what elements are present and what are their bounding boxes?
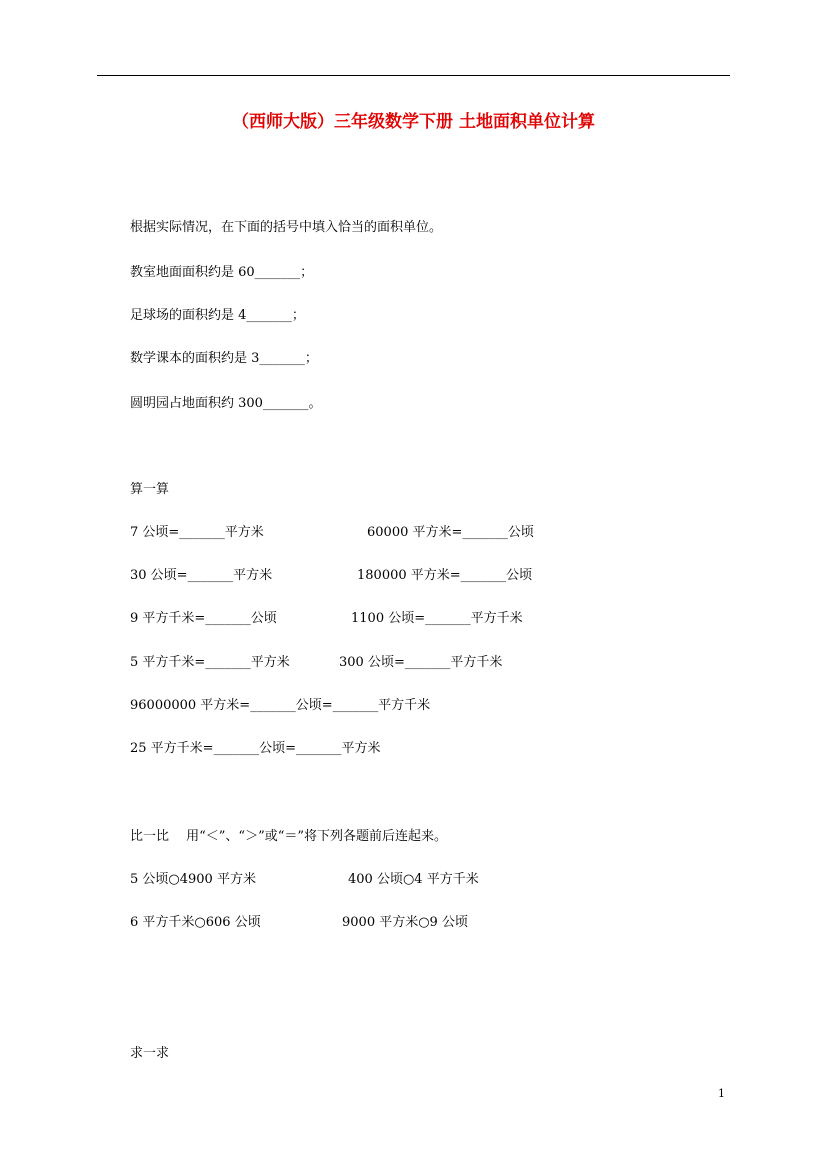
page-number: 1	[718, 1087, 725, 1100]
compare-right: 9000 平方米○9 公顷	[342, 915, 468, 930]
calc-left: 5 平方千米=_______平方米	[130, 655, 290, 670]
section1-item: 足球场的面积约是 4_______；	[130, 308, 305, 323]
compare-right: 400 公顷○4 平方千米	[348, 872, 479, 887]
header-rule	[97, 75, 730, 76]
calc-row: 96000000 平方米=_______公顷=_______平方千米	[130, 698, 431, 713]
section1-instruction: 根据实际情况，在下面的括号中填入恰当的面积单位。	[130, 220, 443, 235]
calc-right: 180000 平方米=_______公顷	[357, 568, 533, 583]
compare-left: 6 平方千米○606 公顷	[130, 915, 261, 930]
document-title: （西师大版）三年级数学下册 土地面积单位计算	[232, 112, 595, 132]
calc-right: 1100 公顷=_______平方千米	[351, 611, 523, 626]
calc-right: 60000 平方米=_______公顷	[367, 525, 534, 540]
section1-item: 圆明园占地面积约 300_______。	[130, 396, 322, 411]
calc-left: 7 公顷=_______平方米	[130, 525, 264, 540]
calc-right: 300 公顷=_______平方千米	[339, 655, 503, 670]
section1-item: 教室地面面积约是 60_______；	[130, 265, 314, 280]
calc-left: 30 公顷=_______平方米	[130, 568, 273, 583]
compare-left: 5 公顷○4900 平方米	[130, 872, 256, 887]
section1-item: 数学课本的面积约是 3_______；	[130, 351, 318, 366]
calc-left: 9 平方千米=_______公顷	[130, 611, 277, 626]
section3-heading: 比一比 用“＜”、“＞”或“＝”将下列各题前后连起来。	[130, 829, 448, 844]
calc-row: 25 平方千米=_______公顷=_______平方米	[130, 741, 381, 756]
section4-heading: 求一求	[130, 1046, 170, 1061]
section2-heading: 算一算	[130, 482, 170, 497]
